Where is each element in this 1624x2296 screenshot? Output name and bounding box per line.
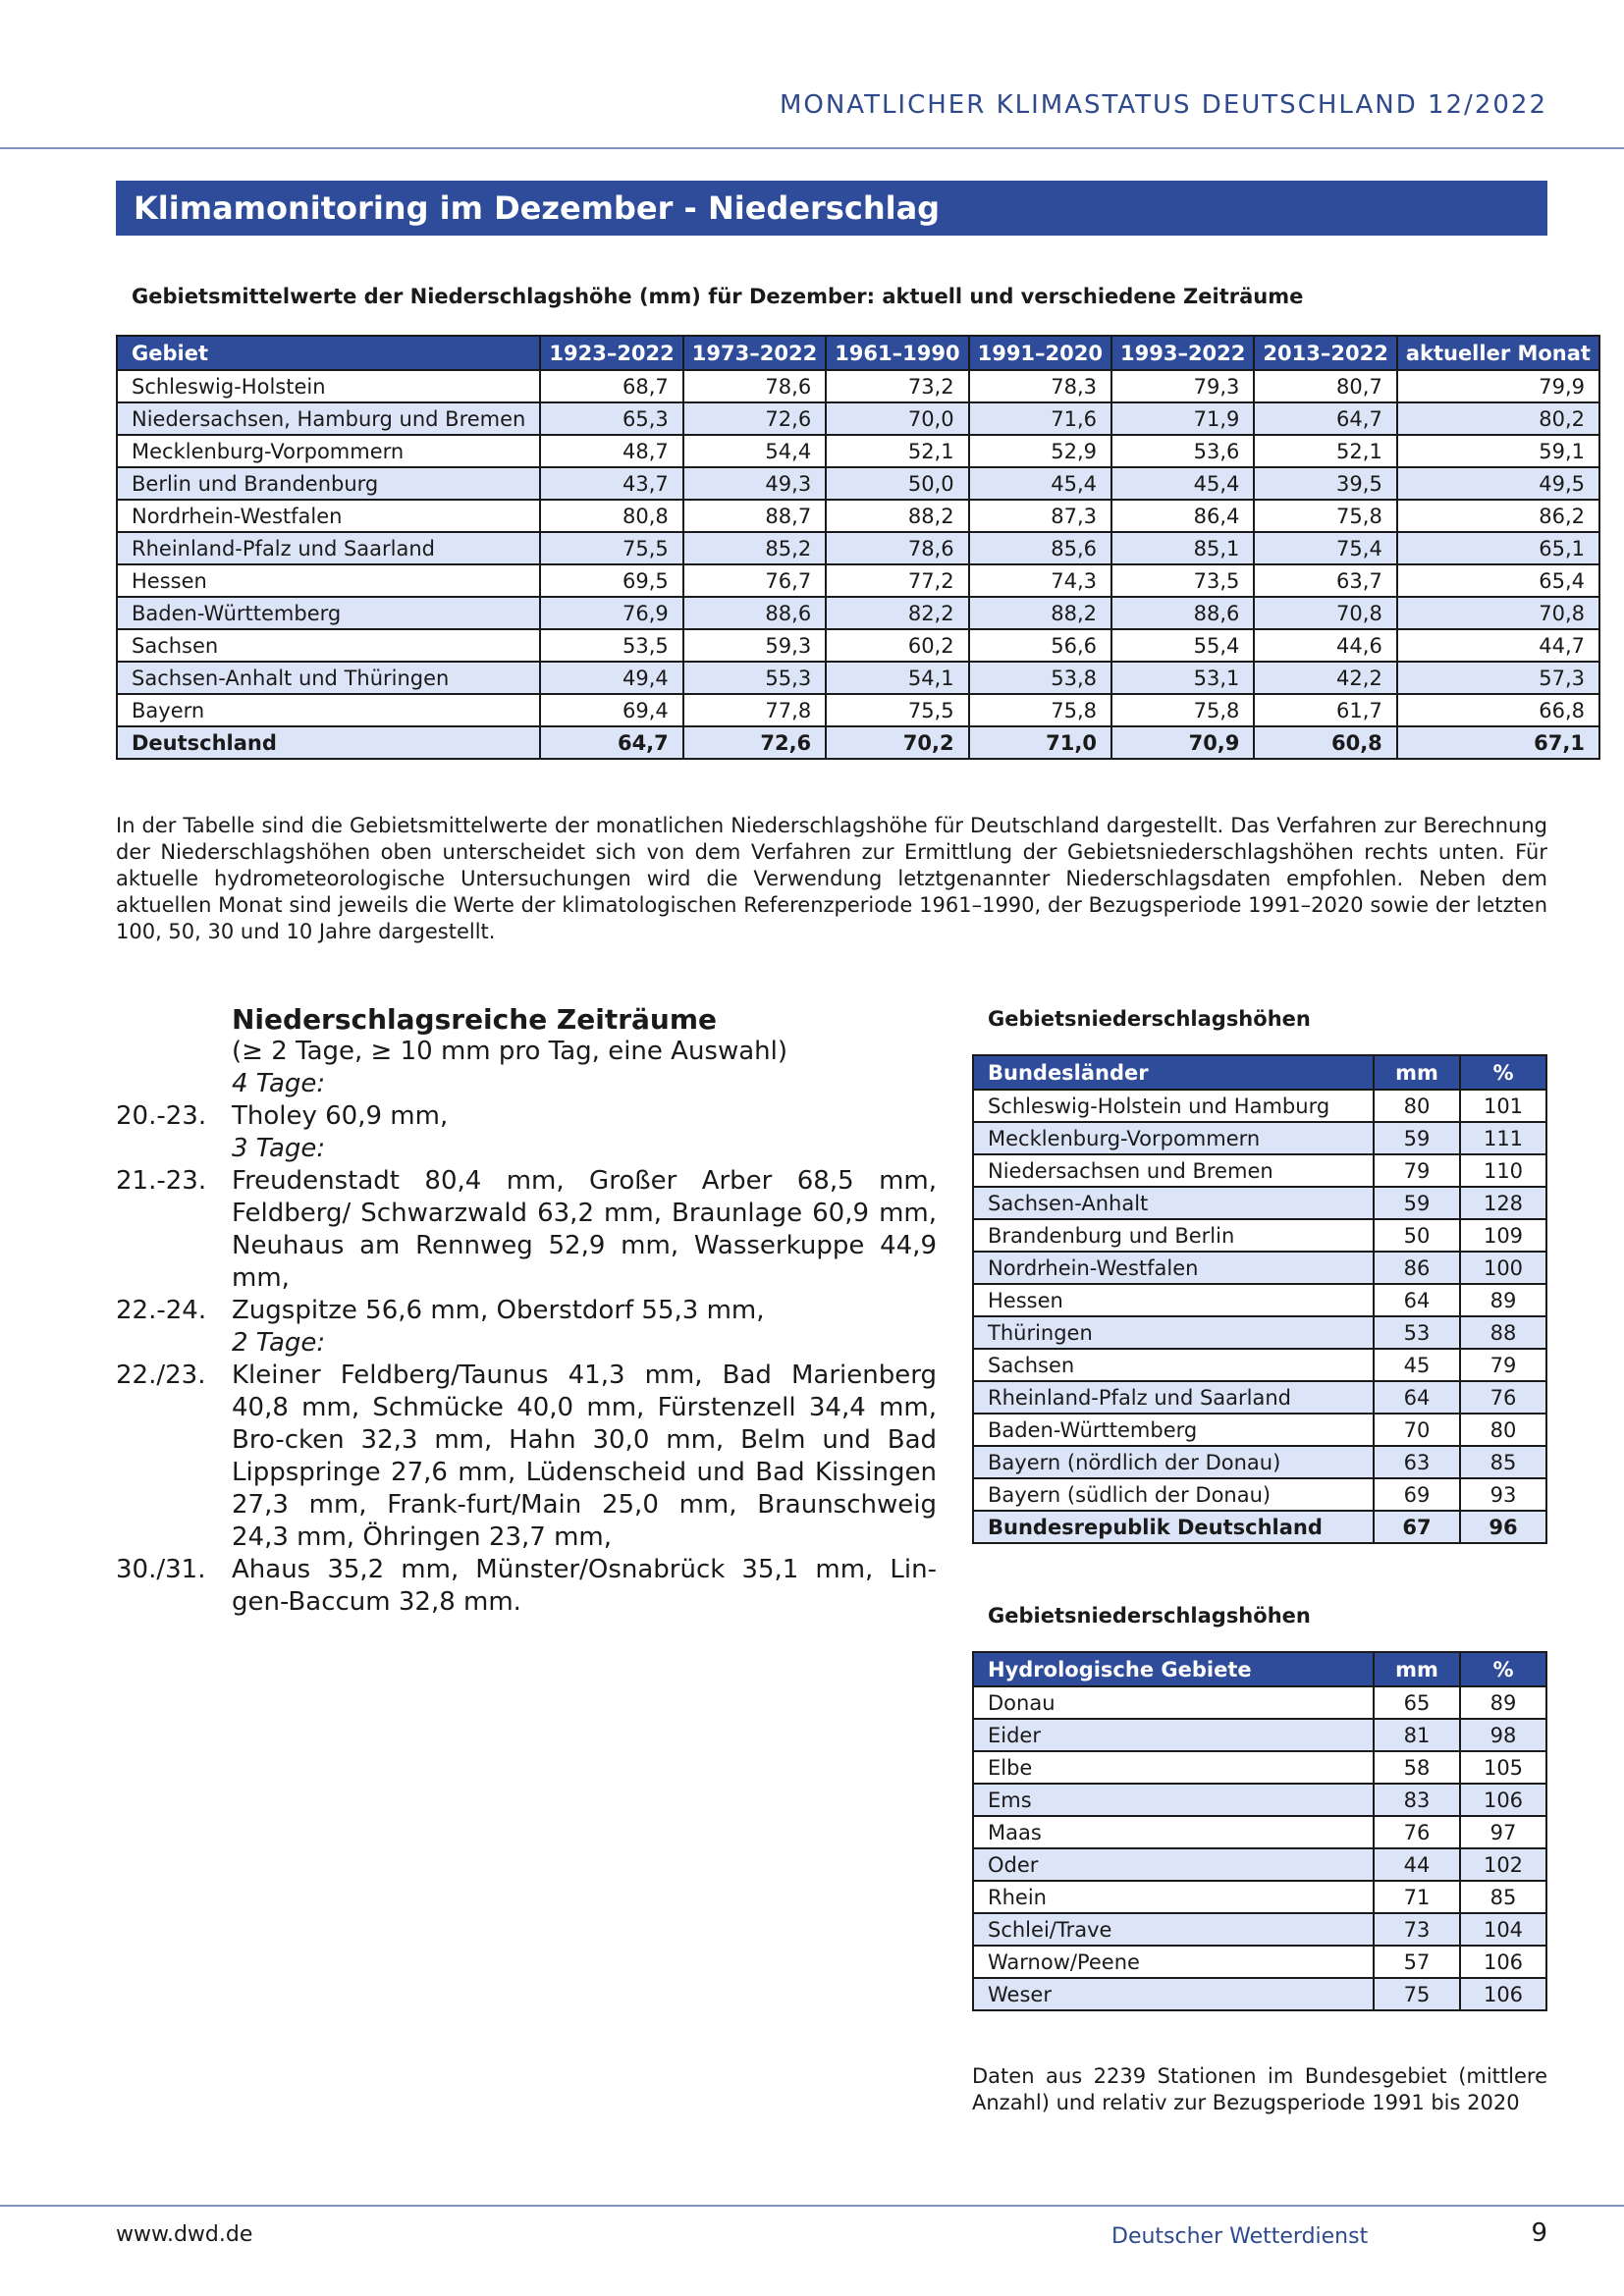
- event-entry: [116, 1295, 937, 1327]
- value-cell: 85: [1460, 1881, 1546, 1913]
- table-row: [117, 500, 1599, 532]
- value-cell: 53,5: [540, 629, 682, 662]
- row-label-cell: Niedersachsen, Hamburg und Bremen: [117, 402, 540, 435]
- table-row: [973, 1816, 1546, 1848]
- table-row: [973, 1349, 1546, 1381]
- value-cell: 85,6: [969, 532, 1111, 564]
- value-cell: 100: [1460, 1252, 1546, 1284]
- row-label-cell: Bayern (südlich der Donau): [973, 1478, 1374, 1511]
- value-cell: 75,8: [1254, 500, 1396, 532]
- table-row: [973, 1122, 1546, 1154]
- table-row: [973, 1446, 1546, 1478]
- event-text: Tholey 60,9 mm,: [232, 1101, 449, 1131]
- value-cell: 56,6: [969, 629, 1111, 662]
- value-cell: 83: [1374, 1784, 1460, 1816]
- table-row: [973, 1784, 1546, 1816]
- value-cell: 70,9: [1111, 726, 1254, 759]
- column-header: 1991–2020: [969, 336, 1111, 370]
- row-label-cell: Eider: [973, 1719, 1374, 1751]
- value-cell: 58: [1374, 1751, 1460, 1784]
- row-label-cell: Elbe: [973, 1751, 1374, 1784]
- value-cell: 70,8: [1254, 597, 1396, 629]
- value-cell: 76: [1374, 1816, 1460, 1848]
- row-label-cell: Hessen: [973, 1284, 1374, 1316]
- value-cell: 88,6: [1111, 597, 1254, 629]
- value-cell: 59: [1374, 1187, 1460, 1219]
- event-entry: [116, 1100, 937, 1133]
- value-cell: 64,7: [1254, 402, 1396, 435]
- value-cell: 106: [1460, 1946, 1546, 1978]
- value-cell: 89: [1460, 1686, 1546, 1719]
- column-header: mm: [1374, 1055, 1460, 1090]
- column-header: aktueller Monat: [1397, 336, 1599, 370]
- value-cell: 85: [1460, 1446, 1546, 1478]
- table-row: [973, 1252, 1546, 1284]
- row-label-cell: Thüringen: [973, 1316, 1374, 1349]
- value-cell: 128: [1460, 1187, 1546, 1219]
- value-cell: 85,1: [1111, 532, 1254, 564]
- value-cell: 59: [1374, 1122, 1460, 1154]
- value-cell: 73: [1374, 1913, 1460, 1946]
- hydro-table-caption: Gebietsniederschlagshöhen: [988, 1604, 1311, 1628]
- value-cell: 43,7: [540, 467, 682, 500]
- value-cell: 85,2: [683, 532, 826, 564]
- table-row: [973, 1978, 1546, 2010]
- value-cell: 71,6: [969, 402, 1111, 435]
- value-cell: 86: [1374, 1252, 1460, 1284]
- value-cell: 78,6: [826, 532, 968, 564]
- value-cell: 65,3: [540, 402, 682, 435]
- value-cell: 111: [1460, 1122, 1546, 1154]
- table-row: [973, 1187, 1546, 1219]
- value-cell: 76,9: [540, 597, 682, 629]
- row-label-cell: Schlei/Trave: [973, 1913, 1374, 1946]
- event-entry: [116, 1165, 937, 1295]
- value-cell: 79,9: [1397, 370, 1599, 402]
- states-precipitation-table: [972, 1054, 1547, 1544]
- row-label-cell: Rheinland-Pfalz und Saarland: [973, 1381, 1374, 1414]
- value-cell: 102: [1460, 1848, 1546, 1881]
- event-text: Kleiner Feldberg/Taunus 41,3 mm, Bad Marienberg 40,8 mm, Schmücke 40,0 mm, Fürstenzell 34,4 mm, Bro-cken 32,3 mm, Hahn 30,0 mm, Belm und Bad Lippspringe 27,6 mm, Lüdenscheid und Bad Kissingen 27,3 mm, Frank-furt/Main 25,0 mm, Braunschweig 24,3 mm, Öhringen 23,7 mm,: [232, 1361, 937, 1552]
- value-cell: 74,3: [969, 564, 1111, 597]
- value-cell: 101: [1460, 1090, 1546, 1122]
- table-row: [117, 370, 1599, 402]
- table-header-row: [973, 1055, 1546, 1090]
- table-row: [117, 726, 1599, 759]
- value-cell: 82,2: [826, 597, 968, 629]
- value-cell: 110: [1460, 1154, 1546, 1187]
- value-cell: 73,2: [826, 370, 968, 402]
- table-row: [117, 402, 1599, 435]
- row-label-cell: Ems: [973, 1784, 1374, 1816]
- value-cell: 49,3: [683, 467, 826, 500]
- column-header: Gebiet: [117, 336, 540, 370]
- value-cell: 70,0: [826, 402, 968, 435]
- table-row: [973, 1219, 1546, 1252]
- event-text: Ahaus 35,2 mm, Münster/Osnabrück 35,1 mm, Lin-gen-Baccum 32,8 mm.: [232, 1555, 937, 1617]
- row-label-cell: Rheinland-Pfalz und Saarland: [117, 532, 540, 564]
- value-cell: 71: [1374, 1881, 1460, 1913]
- row-label-cell: Bundesrepublik Deutschland: [973, 1511, 1374, 1543]
- table-row: [973, 1719, 1546, 1751]
- row-label-cell: Sachsen-Anhalt und Thüringen: [117, 662, 540, 694]
- value-cell: 81: [1374, 1719, 1460, 1751]
- value-cell: 76: [1460, 1381, 1546, 1414]
- column-header: 1993–2022: [1111, 336, 1254, 370]
- value-cell: 79: [1374, 1154, 1460, 1187]
- event-entry: [116, 1554, 937, 1619]
- table-row: [117, 435, 1599, 467]
- table-row: [973, 1316, 1546, 1349]
- value-cell: 75,8: [1111, 694, 1254, 726]
- table-row: [117, 662, 1599, 694]
- value-cell: 64,7: [540, 726, 682, 759]
- event-date: 22./23.: [116, 1361, 206, 1390]
- row-label-cell: Sachsen: [973, 1349, 1374, 1381]
- event-entry: [116, 1360, 937, 1554]
- main-precipitation-table: [116, 335, 1600, 760]
- value-cell: 72,6: [683, 402, 826, 435]
- table-row: [973, 1881, 1546, 1913]
- table-header-row: [973, 1652, 1546, 1686]
- hydro-precipitation-table: [972, 1651, 1547, 2011]
- header-rule: [0, 147, 1624, 149]
- value-cell: 71,9: [1111, 402, 1254, 435]
- value-cell: 97: [1460, 1816, 1546, 1848]
- value-cell: 50: [1374, 1219, 1460, 1252]
- column-header: mm: [1374, 1652, 1460, 1686]
- value-cell: 53: [1374, 1316, 1460, 1349]
- value-cell: 72,6: [683, 726, 826, 759]
- value-cell: 98: [1460, 1719, 1546, 1751]
- value-cell: 54,4: [683, 435, 826, 467]
- row-label-cell: Deutschland: [117, 726, 540, 759]
- value-cell: 57: [1374, 1946, 1460, 1978]
- value-cell: 75,5: [540, 532, 682, 564]
- value-cell: 79,3: [1111, 370, 1254, 402]
- section-title: Klimamonitoring im Dezember - Niederschlag: [116, 181, 1547, 236]
- event-date: 20.-23.: [116, 1101, 207, 1131]
- value-cell: 49,4: [540, 662, 682, 694]
- value-cell: 67: [1374, 1511, 1460, 1543]
- table-row: [973, 1284, 1546, 1316]
- column-header: 1973–2022: [683, 336, 826, 370]
- table-header-row: [117, 336, 1599, 370]
- value-cell: 67,1: [1397, 726, 1599, 759]
- value-cell: 80: [1460, 1414, 1546, 1446]
- value-cell: 60,8: [1254, 726, 1396, 759]
- value-cell: 45: [1374, 1349, 1460, 1381]
- value-cell: 55,4: [1111, 629, 1254, 662]
- value-cell: 75: [1374, 1978, 1460, 2010]
- column-header: Hydrologische Gebiete: [973, 1652, 1374, 1686]
- value-cell: 53,1: [1111, 662, 1254, 694]
- event-text: Zugspitze 56,6 mm, Oberstdorf 55,3 mm,: [232, 1296, 765, 1325]
- value-cell: 60,2: [826, 629, 968, 662]
- running-header: MONATLICHER KLIMASTATUS DEUTSCHLAND 12/2022: [779, 90, 1547, 120]
- value-cell: 75,5: [826, 694, 968, 726]
- value-cell: 80,8: [540, 500, 682, 532]
- value-cell: 55,3: [683, 662, 826, 694]
- table-row: [973, 1686, 1546, 1719]
- value-cell: 71,0: [969, 726, 1111, 759]
- value-cell: 105: [1460, 1751, 1546, 1784]
- value-cell: 49,5: [1397, 467, 1599, 500]
- value-cell: 44,7: [1397, 629, 1599, 662]
- value-cell: 78,6: [683, 370, 826, 402]
- table-row: [117, 532, 1599, 564]
- value-cell: 77,8: [683, 694, 826, 726]
- value-cell: 96: [1460, 1511, 1546, 1543]
- column-header: %: [1460, 1652, 1546, 1686]
- value-cell: 44,6: [1254, 629, 1396, 662]
- value-cell: 50,0: [826, 467, 968, 500]
- value-cell: 80: [1374, 1090, 1460, 1122]
- value-cell: 88: [1460, 1316, 1546, 1349]
- value-cell: 63,7: [1254, 564, 1396, 597]
- column-header: 1961–1990: [826, 336, 968, 370]
- value-cell: 88,6: [683, 597, 826, 629]
- table-row: [973, 1751, 1546, 1784]
- table-row: [117, 597, 1599, 629]
- value-cell: 70: [1374, 1414, 1460, 1446]
- table-row: [973, 1946, 1546, 1978]
- value-cell: 89: [1460, 1284, 1546, 1316]
- data-source-note: Daten aus 2239 Stationen im Bundesgebiet (mittlere Anzahl) und relativ zur Bezugsperiode 1991 bis 2020: [972, 2064, 1547, 2114]
- table-row: [973, 1478, 1546, 1511]
- events-subtitle: (≥ 2 Tage, ≥ 10 mm pro Tag, eine Auswahl): [232, 1037, 788, 1066]
- value-cell: 77,2: [826, 564, 968, 597]
- row-label-cell: Sachsen-Anhalt: [973, 1187, 1374, 1219]
- value-cell: 88,2: [826, 500, 968, 532]
- value-cell: 68,7: [540, 370, 682, 402]
- value-cell: 64: [1374, 1284, 1460, 1316]
- value-cell: 52,9: [969, 435, 1111, 467]
- value-cell: 45,4: [969, 467, 1111, 500]
- row-label-cell: Rhein: [973, 1881, 1374, 1913]
- value-cell: 88,7: [683, 500, 826, 532]
- value-cell: 42,2: [1254, 662, 1396, 694]
- value-cell: 106: [1460, 1978, 1546, 2010]
- row-label-cell: Sachsen: [117, 629, 540, 662]
- table-row: [973, 1913, 1546, 1946]
- value-cell: 70,2: [826, 726, 968, 759]
- value-cell: 57,3: [1397, 662, 1599, 694]
- value-cell: 45,4: [1111, 467, 1254, 500]
- row-label-cell: Niedersachsen und Bremen: [973, 1154, 1374, 1187]
- footer-url[interactable]: www.dwd.de: [116, 2222, 253, 2247]
- page-number: 9: [1531, 2218, 1547, 2248]
- row-label-cell: Weser: [973, 1978, 1374, 2010]
- value-cell: 86,2: [1397, 500, 1599, 532]
- states-table-caption: Gebietsniederschlagshöhen: [988, 1007, 1311, 1031]
- table-row: [973, 1414, 1546, 1446]
- event-date: 30./31.: [116, 1555, 206, 1584]
- row-label-cell: Hessen: [117, 564, 540, 597]
- footer-organization: Deutscher Wetterdienst: [1111, 2224, 1369, 2249]
- value-cell: 80,7: [1254, 370, 1396, 402]
- row-label-cell: Berlin und Brandenburg: [117, 467, 540, 500]
- row-label-cell: Warnow/Peene: [973, 1946, 1374, 1978]
- column-header: 1923–2022: [540, 336, 682, 370]
- value-cell: 88,2: [969, 597, 1111, 629]
- row-label-cell: Mecklenburg-Vorpommern: [973, 1122, 1374, 1154]
- value-cell: 109: [1460, 1219, 1546, 1252]
- table-row: [973, 1090, 1546, 1122]
- column-header: Bundesländer: [973, 1055, 1374, 1090]
- value-cell: 59,3: [683, 629, 826, 662]
- value-cell: 75,8: [969, 694, 1111, 726]
- value-cell: 59,1: [1397, 435, 1599, 467]
- table-row: [973, 1381, 1546, 1414]
- events-group-3-days: 3 Tage:: [232, 1134, 326, 1163]
- value-cell: 69: [1374, 1478, 1460, 1511]
- value-cell: 48,7: [540, 435, 682, 467]
- table-row: [117, 694, 1599, 726]
- value-cell: 76,7: [683, 564, 826, 597]
- heavy-precipitation-periods: [116, 1003, 937, 1619]
- value-cell: 64: [1374, 1381, 1460, 1414]
- column-header: %: [1460, 1055, 1546, 1090]
- event-text: Freudenstadt 80,4 mm, Großer Arber 68,5 mm, Feldberg/ Schwarzwald 63,2 mm, Braunlage 60,9 mm, Neuhaus am Rennweg 52,9 mm, Wasserkuppe 44,9 mm,: [232, 1166, 937, 1293]
- row-label-cell: Baden-Württemberg: [973, 1414, 1374, 1446]
- value-cell: 53,8: [969, 662, 1111, 694]
- value-cell: 65,1: [1397, 532, 1599, 564]
- value-cell: 52,1: [826, 435, 968, 467]
- value-cell: 79: [1460, 1349, 1546, 1381]
- value-cell: 80,2: [1397, 402, 1599, 435]
- row-label-cell: Schleswig-Holstein und Hamburg: [973, 1090, 1374, 1122]
- value-cell: 39,5: [1254, 467, 1396, 500]
- value-cell: 61,7: [1254, 694, 1396, 726]
- value-cell: 70,8: [1397, 597, 1599, 629]
- table-explanation: In der Tabelle sind die Gebietsmittelwerte der monatlichen Niederschlagshöhe für Deutschland dargestellt. Das Verfahren zur Berechnung der Niederschlagshöhen oben unterscheidet sich von dem Verfahren zur Ermittlung der Gebietsniederschlagshöhen rechts unten. Für aktuelle hydrometeorologische Untersuchungen wird die Verwendung letztgenannter Niederschlagsdaten empfohlen. Neben dem aktuellen Monat sind jeweils die Werte der klimatologischen Referenzperiode 1961–1990, der Bezugsperiode 1991–2020 sowie der letzten 100, 50, 30 und 10 Jahre dargestellt.: [116, 814, 1547, 943]
- events-title: Niederschlagsreiche Zeiträume: [232, 1003, 718, 1036]
- table-row: [973, 1511, 1546, 1543]
- value-cell: 69,5: [540, 564, 682, 597]
- table-row: [117, 467, 1599, 500]
- row-label-cell: Baden-Württemberg: [117, 597, 540, 629]
- value-cell: 44: [1374, 1848, 1460, 1881]
- value-cell: 106: [1460, 1784, 1546, 1816]
- table-row: [117, 564, 1599, 597]
- row-label-cell: Maas: [973, 1816, 1374, 1848]
- row-label-cell: Schleswig-Holstein: [117, 370, 540, 402]
- footer-rule: [0, 2205, 1624, 2207]
- value-cell: 87,3: [969, 500, 1111, 532]
- value-cell: 104: [1460, 1913, 1546, 1946]
- main-table-caption: Gebietsmittelwerte der Niederschlagshöhe (mm) für Dezember: aktuell und verschiedene Zeiträume: [132, 285, 1304, 308]
- value-cell: 53,6: [1111, 435, 1254, 467]
- value-cell: 65: [1374, 1686, 1460, 1719]
- table-row: [973, 1154, 1546, 1187]
- event-date: 22.-24.: [116, 1296, 207, 1325]
- events-group-4-days: 4 Tage:: [232, 1069, 326, 1098]
- event-date: 21.-23.: [116, 1166, 207, 1196]
- table-row: [973, 1848, 1546, 1881]
- row-label-cell: Nordrhein-Westfalen: [973, 1252, 1374, 1284]
- row-label-cell: Oder: [973, 1848, 1374, 1881]
- value-cell: 78,3: [969, 370, 1111, 402]
- value-cell: 86,4: [1111, 500, 1254, 532]
- value-cell: 52,1: [1254, 435, 1396, 467]
- value-cell: 75,4: [1254, 532, 1396, 564]
- row-label-cell: Bayern (nördlich der Donau): [973, 1446, 1374, 1478]
- row-label-cell: Mecklenburg-Vorpommern: [117, 435, 540, 467]
- row-label-cell: Brandenburg und Berlin: [973, 1219, 1374, 1252]
- table-row: [117, 629, 1599, 662]
- value-cell: 69,4: [540, 694, 682, 726]
- row-label-cell: Donau: [973, 1686, 1374, 1719]
- value-cell: 93: [1460, 1478, 1546, 1511]
- column-header: 2013–2022: [1254, 336, 1396, 370]
- value-cell: 65,4: [1397, 564, 1599, 597]
- row-label-cell: Nordrhein-Westfalen: [117, 500, 540, 532]
- value-cell: 54,1: [826, 662, 968, 694]
- value-cell: 66,8: [1397, 694, 1599, 726]
- events-group-2-days: 2 Tage:: [232, 1328, 326, 1358]
- value-cell: 63: [1374, 1446, 1460, 1478]
- row-label-cell: Bayern: [117, 694, 540, 726]
- value-cell: 73,5: [1111, 564, 1254, 597]
